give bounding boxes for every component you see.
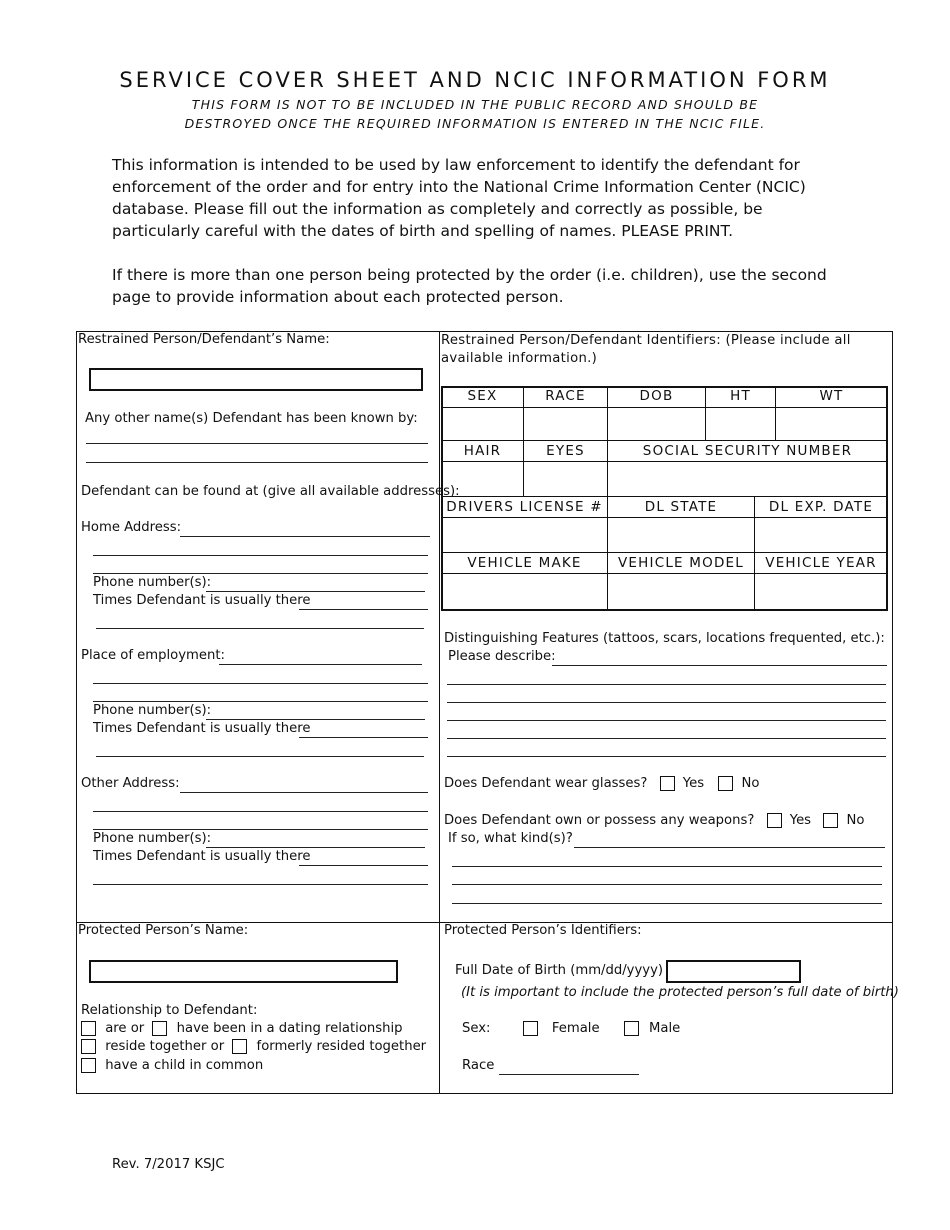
intro-paragraph-1: This information is intended to be used by law enforcement to identify the defendant for enforcement of the order and for entry into the National Crime Information Center (NCIC) database. Please fill out the information as completely and correctly as possible, be particularly careful with the dates of birth and spelling of names. PLEASE PRINT. [112,156,806,240]
features-label: Distinguishing Features (tattoos, scars, locations frequented, etc.): [444,631,885,646]
grid-eyes-header: EYES [546,443,585,459]
female-label: Female [551,1021,600,1036]
reside-label: reside together or [105,1039,225,1054]
grid-dl-state-input[interactable] [607,517,755,553]
grid-dl-exp-input[interactable] [754,517,888,553]
weapons-yes-label: Yes [789,813,812,828]
form-subtitle-line-2: DESTROYED ONCE THE REQUIRED INFORMATION IS ENTERED IN THE NCIC FILE. [184,116,766,131]
employment-line-3[interactable] [93,701,428,702]
grid-ssn-input[interactable] [607,461,888,497]
grid-dl-state-header: DL STATE [644,499,718,515]
weapons-no-checkbox[interactable] [823,813,838,828]
glasses-yes-label: Yes [682,776,705,791]
employment-phone-label: Phone number(s): [93,703,212,718]
protected-dob-note: (It is important to include the protected person’s full date of birth) [461,985,899,1000]
describe-line-1[interactable] [552,665,887,666]
describe-line-6[interactable] [447,756,886,757]
other-times-label: Times Defendant is usually there [93,849,311,864]
home-times-line-2[interactable] [96,628,424,629]
home-address-label: Home Address: [81,520,182,535]
other-phone-input[interactable] [206,847,425,848]
weapons-no-label: No [846,813,865,828]
dating-checkbox[interactable] [152,1021,167,1036]
describe-line-4[interactable] [447,720,886,721]
employment-line-2[interactable] [93,683,428,684]
protected-name-input[interactable] [89,960,398,983]
other-names-line-2[interactable] [86,462,428,463]
form-title: SERVICE COVER SHEET AND NCIC INFORMATION FORM [119,68,831,92]
grid-vehicle-year-header: VEHICLE YEAR [765,555,877,571]
column-divider [439,331,440,1094]
weapons-kind-line-3[interactable] [452,884,882,885]
dating-label: have been in a dating relationship [176,1021,403,1036]
grid-dl-input[interactable] [441,517,608,553]
home-phone-label: Phone number(s): [93,575,212,590]
relationship-row-3 [81,1058,263,1074]
glasses-no-label: No [741,776,760,791]
grid-sex-input[interactable] [441,407,524,441]
employment-phone-input[interactable] [206,719,425,720]
grid-sex-header: SEX [467,388,498,404]
grid-dl-header: DRIVERS LICENSE # [446,499,603,515]
grid-vehicle-make-input[interactable] [441,573,608,611]
employment-line-1[interactable] [219,664,422,665]
grid-dob-header: DOB [639,388,674,404]
glasses-yes-checkbox[interactable] [660,776,675,791]
other-names-label: Any other name(s) Defendant has been known by: [85,411,418,426]
other-times-line-2[interactable] [93,884,428,885]
grid-ssn-header: SOCIAL SECURITY NUMBER [642,443,853,459]
home-address-line-2[interactable] [93,555,428,556]
other-address-line-1[interactable] [180,792,428,793]
grid-hair-input[interactable] [441,461,524,497]
defendant-name-label: Restrained Person/Defendant’s Name: [78,332,330,347]
defendant-identifiers-label: Restrained Person/Defendant Identifiers: (Please include all available information.) [441,333,851,366]
weapons-kind-line-4[interactable] [452,903,882,904]
revision-note: Rev. 7/2017 KSJC [112,1157,225,1172]
relationship-label: Relationship to Defendant: [81,1003,258,1018]
other-address-label: Other Address: [81,776,180,791]
employment-times-label: Times Defendant is usually there [93,721,311,736]
protected-race-input[interactable] [499,1074,639,1075]
grid-hair-header: HAIR [463,443,502,459]
glasses-question [444,776,759,792]
glasses-no-checkbox[interactable] [718,776,733,791]
describe-line-3[interactable] [447,702,886,703]
grid-vehicle-make-header: VEHICLE MAKE [467,555,582,571]
grid-ht-header: HT [730,388,751,404]
protected-dob-input[interactable] [666,960,801,983]
other-address-line-3[interactable] [93,829,428,830]
protected-sex-label: Sex: [462,1021,491,1036]
other-phone-label: Phone number(s): [93,831,212,846]
weapons-kind-line-2[interactable] [452,866,882,867]
female-checkbox[interactable] [523,1021,538,1036]
protected-race-label: Race [462,1058,495,1073]
protected-identifiers-label: Protected Person’s Identifiers: [444,923,642,938]
are-or-checkbox[interactable] [81,1021,96,1036]
home-address-line-3[interactable] [93,573,428,574]
weapons-question [444,813,864,829]
home-times-label: Times Defendant is usually there [93,593,311,608]
grid-ht-input[interactable] [705,407,776,441]
grid-vehicle-year-input[interactable] [754,573,888,611]
other-names-line-1[interactable] [86,443,428,444]
relationship-row-2 [81,1039,426,1055]
other-times-input[interactable] [299,865,428,866]
other-address-line-2[interactable] [93,811,428,812]
grid-vehicle-model-input[interactable] [607,573,755,611]
grid-wt-input[interactable] [775,407,888,441]
male-checkbox[interactable] [624,1021,639,1036]
grid-race-input[interactable] [523,407,608,441]
protected-dob-label: Full Date of Birth (mm/dd/yyyy) [455,963,664,978]
grid-dl-exp-header: DL EXP. DATE [768,499,874,515]
grid-race-header: RACE [545,388,586,404]
are-or-label: are or [105,1021,145,1036]
intro-paragraph-2: If there is more than one person being protected by the order (i.e. children), use the second page to provide information about each protected person. [112,266,827,306]
home-times-input[interactable] [299,609,428,610]
home-phone-input[interactable] [206,591,425,592]
grid-eyes-input[interactable] [523,461,608,497]
formerly-label: formerly resided together [256,1039,427,1054]
employment-times-line-2[interactable] [96,756,424,757]
child-label: have a child in common [105,1058,264,1073]
describe-label: Please describe: [448,649,556,664]
defendant-name-input[interactable] [89,368,423,391]
child-checkbox[interactable] [81,1058,96,1073]
protected-name-label: Protected Person’s Name: [78,923,249,938]
glasses-label: Does Defendant wear glasses? [444,776,648,791]
weapons-kind-label: If so, what kind(s)? [448,831,573,846]
male-label: Male [649,1021,681,1036]
protected-sex-row [462,1021,680,1037]
relationship-row-1 [81,1021,403,1037]
employment-label: Place of employment: [81,648,225,663]
describe-line-5[interactable] [447,738,886,739]
grid-wt-header: WT [819,388,844,404]
grid-vehicle-model-header: VEHICLE MODEL [618,555,744,571]
reside-checkbox[interactable] [81,1039,96,1054]
home-address-line-1[interactable] [180,536,430,537]
describe-line-2[interactable] [447,684,886,685]
employment-times-input[interactable] [299,737,428,738]
grid-dob-input[interactable] [607,407,706,441]
found-at-label: Defendant can be found at (give all available addresses): [81,484,460,499]
formerly-checkbox[interactable] [232,1039,247,1054]
weapons-kind-line-1[interactable] [574,847,885,848]
weapons-yes-checkbox[interactable] [767,813,782,828]
weapons-label: Does Defendant own or possess any weapons? [444,813,755,828]
form-subtitle-line-1: THIS FORM IS NOT TO BE INCLUDED IN THE PUBLIC RECORD AND SHOULD BE [191,97,759,112]
